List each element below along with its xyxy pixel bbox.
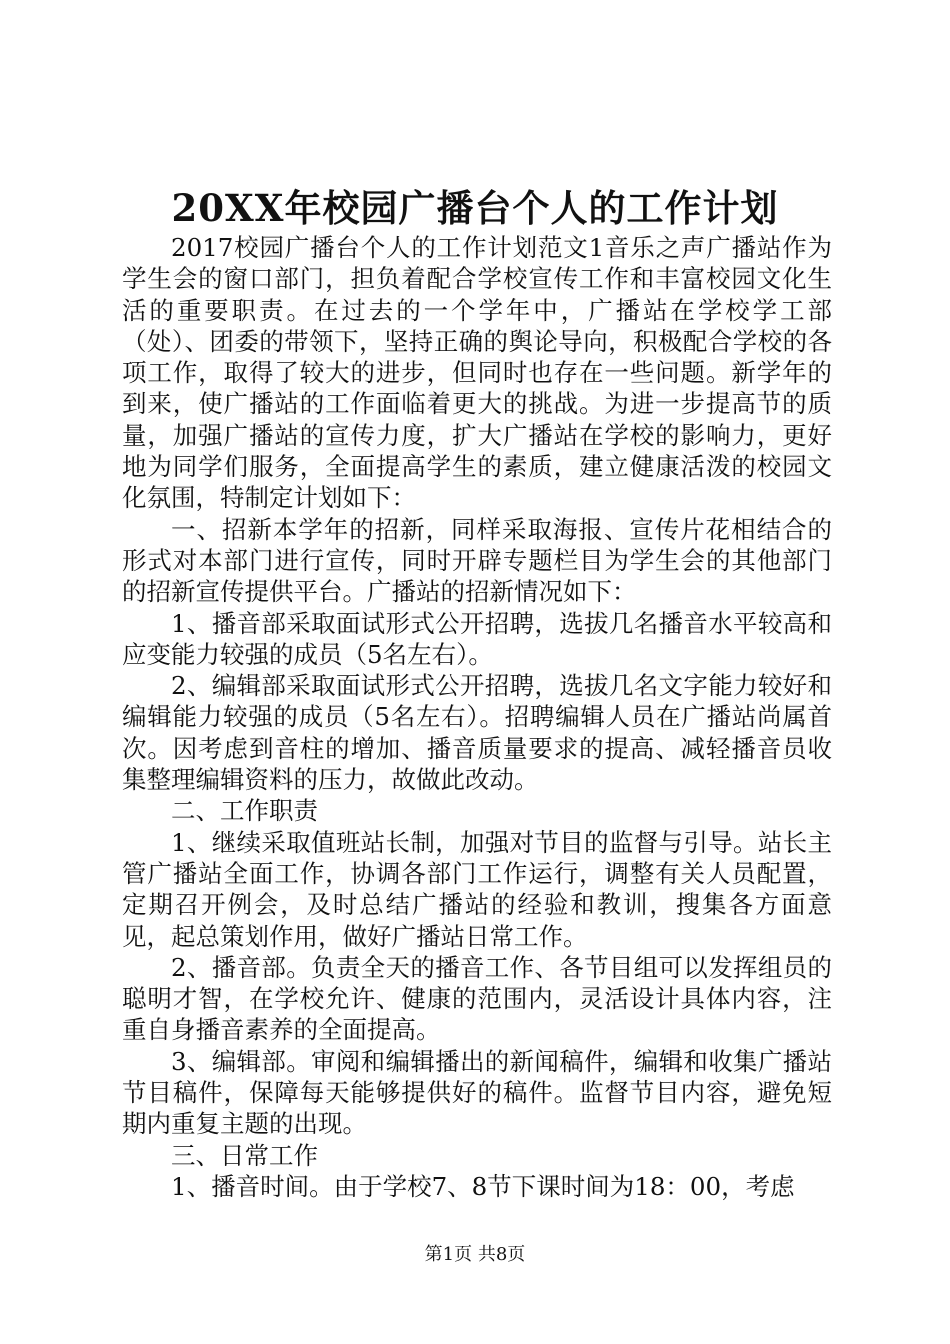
document-title: 20XX年校园广播台个人的工作计划 (171, 186, 779, 230)
body-paragraph: 1、继续采取值班站长制，加强对节目的监督与引导。站长主管广播站全面工作，协调各部门工作运行，调整有关人员配置，定期召开例会，及时总结广播站的经验和教训，搜集各方面意见，起总策划作用，做好广播站日常工作。 (122, 827, 832, 951)
section-heading: 二、工作职责 (171, 796, 318, 826)
body-paragraph: 1、播音部采取面试形式公开招聘，选拔几名播音水平较高和应变能力较强的成员（5名左右）。 (122, 608, 832, 669)
body-paragraph: 3、编辑部。审阅和编辑播出的新闻稿件，编辑和收集广播站节目稿件，保障每天能够提供好的稿件。监督节目内容，避免短期内重复主题的出现。 (122, 1046, 832, 1139)
body-paragraph: 2、编辑部采取面试形式公开招聘，选拔几名文字能力较好和编辑能力较强的成员（5名左右）。招聘编辑人员在广播站尚属首次。因考虑到音柱的增加、播音质量要求的提高、减轻播音员收集整理编辑资料的压力，故做此改动。 (122, 671, 832, 795)
section-heading: 三、日常工作 (171, 1140, 318, 1170)
document-body (122, 232, 832, 1202)
body-paragraph: 2017校园广播台个人的工作计划范文1音乐之声广播站作为学生会的窗口部门，担负着配合学校宣传工作和丰富校园文化生活的重要职责。在过去的一个学年中，广播站在学校学工部（处）、团委的带领下，坚持正确的舆论导向，积极配合学校的各项工作，取得了较大的进步，但同时也存在一些问题。新学年的到来，使广播站的工作面临着更大的挑战。为进一步提高节的质量，加强广播站的宣传力度，扩大广播站在学校的影响力，更好地为同学们服务，全面提高学生的素质，建立健康活泼的校园文化氛围，特制定计划如下： (122, 233, 832, 513)
body-paragraph: 2、播音部。负责全天的播音工作、各节目组可以发挥组员的聪明才智，在学校允许、健康的范围内，灵活设计具体内容，注重自身播音素养的全面提高。 (122, 952, 832, 1045)
body-paragraph: 1、播音时间。由于学校7、8节下课时间为18：00，考虑 (171, 1171, 795, 1201)
page-number-footer: 第1页 共8页 (424, 1244, 526, 1265)
body-paragraph: 一、招新本学年的招新，同样采取海报、宣传片花相结合的形式对本部门进行宣传，同时开辟专题栏目为学生会的其他部门的招新宣传提供平台。广播站的招新情况如下： (122, 514, 832, 607)
